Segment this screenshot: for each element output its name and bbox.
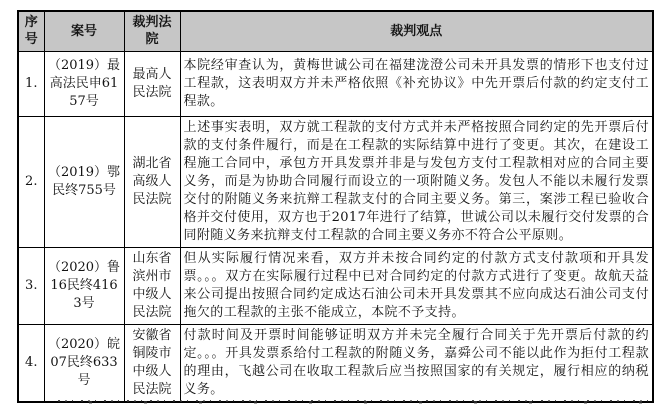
case-number: （2020）鲁16民终4163号 (44, 247, 124, 324)
court-name: 最高人民法院 (124, 51, 180, 116)
table-row (18, 51, 653, 116)
court-name: 湖北省高级人民法院 (124, 116, 180, 247)
header-court: 裁判法院 (124, 11, 180, 51)
header-opinion: 裁判观点 (180, 11, 653, 51)
table-row (18, 247, 653, 324)
case-number: （2019）鄂民终755号 (44, 116, 124, 247)
case-number: （2020）皖07民终633号 (44, 324, 124, 402)
opinion-text: 但从实际履行情况来看，双方并未按合同约定的付款方式支付款项和开具发票。。。双方在实际履行过程中已对合同约定的付款方式进行了变更。故航天益来公司提出按照合同约定成达石油公司未开具发票其不应向成达石油公司支付拖欠的工程款的主张不能成立，本院不予支持。 (180, 247, 653, 324)
table-row (18, 324, 653, 402)
opinion-text: 上述事实表明，双方就工程款的支付方式并未严格按照合同约定的先开票后付款的支付条件履行，而是在工程款的实际结算中进行了变更。其次，在建设工程施工合同中，承包方开具发票并非是与发包方支付工程款相对应的合同主要义务，而是为协助合同履行而设立的一项附随义务。发包人不能以未履行发票交付的附随义务来抗辩工程款支付的合同主要义务。第三，案涉工程已验收合格并交付使用，双方也于2017年进行了结算，世诚公司以未履行交付发票的合同附随义务来抗辩支付工程款的合同主要义务亦不符合公平原则。 (180, 116, 653, 247)
table-row (18, 116, 653, 247)
table-header-row (18, 11, 653, 51)
header-case-number: 案号 (44, 11, 124, 51)
court-name: 山东省滨州市中级人民法院 (124, 247, 180, 324)
opinion-text: 本院经审查认为，黄梅世诚公司在福建泷澄公司未开具发票的情形下也支付过工程款，这表明双方并未严格依照《补充协议》中先开票后付款的约定支付工程款。 (180, 51, 653, 116)
header-serial-number: 序号 (18, 11, 44, 51)
court-name: 安徽省铜陵市中级人民法院 (124, 324, 180, 402)
row-serial-number: 3. (18, 247, 44, 324)
clipped-text-line (58, 400, 648, 404)
row-serial-number: 1. (18, 51, 44, 116)
case-number: （2019）最高法民申6157号 (44, 51, 124, 116)
judgment-opinions-table (17, 10, 654, 403)
row-serial-number: 2. (18, 116, 44, 247)
row-serial-number: 4. (18, 324, 44, 402)
opinion-text: 付款时间及开票时间能够证明双方并未完全履行合同关于先开票后付款的约定。。。开具发票系给付工程款的附随义务，嘉舜公司不能以此作为拒付工程款的理由，飞越公司在收取工程款后应当按照国家的有关规定，履行相应的纳税义务。 (180, 324, 653, 402)
